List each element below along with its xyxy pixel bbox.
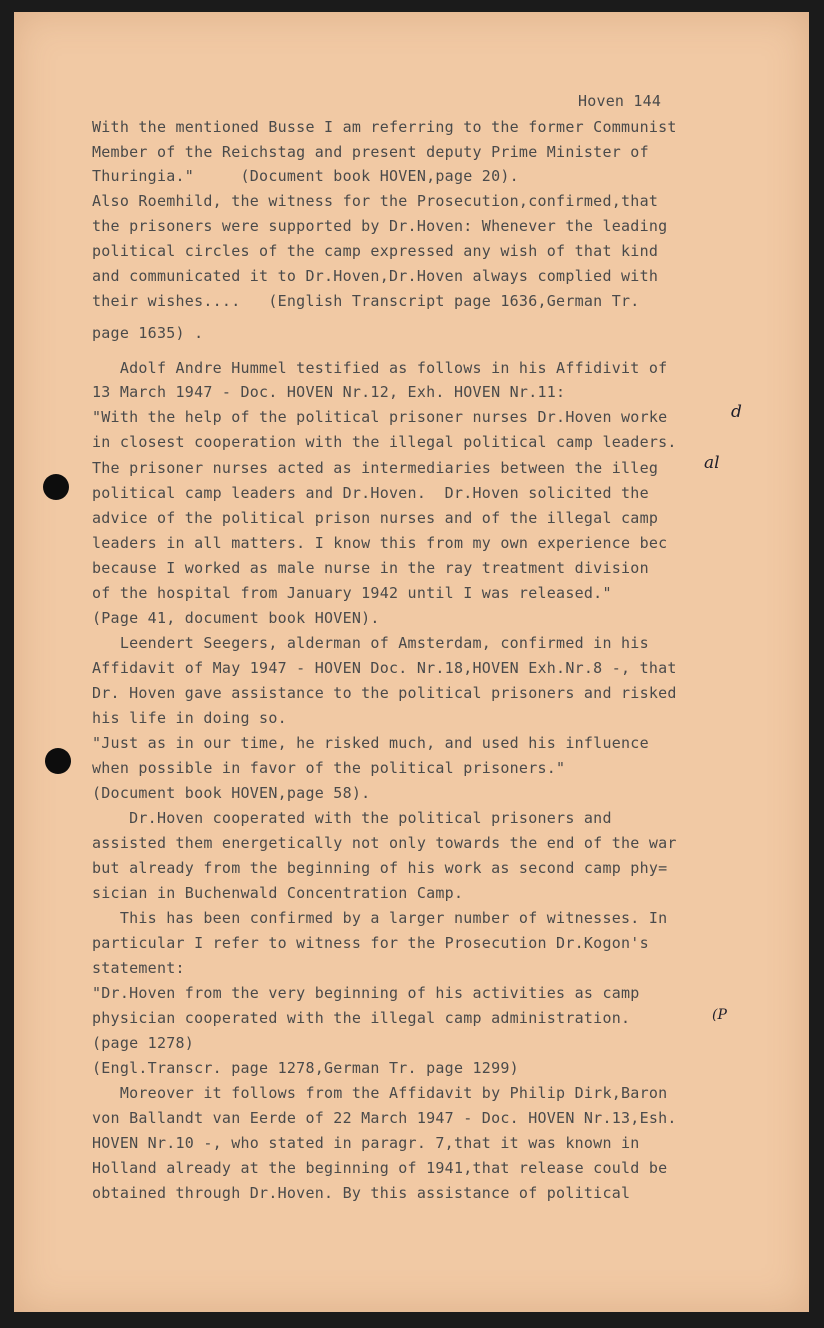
- text-line: political circles of the camp expressed any wish of that kind: [92, 242, 659, 260]
- text-line: obtained through Dr.Hoven. By this assistance of political: [92, 1184, 631, 1202]
- text-line: Dr. Hoven gave assistance to the political prisoners and risked: [92, 684, 677, 702]
- text-line: (page 1278): [92, 1034, 195, 1052]
- text-line: This has been confirmed by a larger number of witnesses. In: [92, 909, 668, 927]
- text-line: von Ballandt van Eerde of 22 March 1947 - Doc. HOVEN Nr.13,Esh.: [92, 1109, 677, 1127]
- text-line: assisted them energetically not only towards the end of the war: [92, 834, 677, 852]
- text-line: of the hospital from January 1942 until I was released.": [92, 584, 612, 602]
- text-line: Leendert Seegers, alderman of Amsterdam, confirmed in his: [92, 634, 649, 652]
- text-line: political camp leaders and Dr.Hoven. Dr.Hoven solicited the: [92, 484, 649, 502]
- text-line: Member of the Reichstag and present deputy Prime Minister of: [92, 143, 649, 161]
- text-line: because I worked as male nurse in the ray treatment division: [92, 559, 649, 577]
- text-line: their wishes.... (English Transcript page 1636,German Tr.: [92, 292, 640, 310]
- text-line: "With the help of the political prisoner nurses Dr.Hoven worke: [92, 408, 668, 426]
- text-line: but already from the beginning of his work as second camp phy=: [92, 859, 668, 877]
- text-line: 13 March 1947 - Doc. HOVEN Nr.12, Exh. HOVEN Nr.11:: [92, 383, 566, 401]
- text-line: his life in doing so.: [92, 709, 287, 727]
- page-number: Hoven 144: [578, 92, 662, 110]
- text-line: "Dr.Hoven from the very beginning of his activities as camp: [92, 984, 640, 1002]
- text-line: Adolf Andre Hummel testified as follows in his Affidivit of: [92, 359, 668, 377]
- text-line: in closest cooperation with the illegal political camp leaders.: [92, 433, 677, 451]
- text-line: Also Roemhild, the witness for the Prosecution,confirmed,that: [92, 192, 659, 210]
- text-line: page 1635) .: [92, 324, 204, 342]
- handwritten-correction-d: d: [731, 402, 742, 422]
- punch-hole-lower: [45, 748, 71, 774]
- text-line: statement:: [92, 959, 185, 977]
- text-line: sician in Buchenwald Concentration Camp.: [92, 884, 464, 902]
- text-line: Moreover it follows from the Affidavit by Philip Dirk,Baron: [92, 1084, 668, 1102]
- text-line: The prisoner nurses acted as intermediaries between the illeg: [92, 459, 659, 477]
- text-line: HOVEN Nr.10 -, who stated in paragr. 7,that it was known in: [92, 1134, 640, 1152]
- text-line: when possible in favor of the political prisoners.": [92, 759, 566, 777]
- punch-hole-upper: [43, 474, 69, 500]
- text-line: (Page 41, document book HOVEN).: [92, 609, 380, 627]
- text-line: the prisoners were supported by Dr.Hoven: Whenever the leading: [92, 217, 668, 235]
- text-line: With the mentioned Busse I am referring to the former Communist: [92, 118, 677, 136]
- text-line: physician cooperated with the illegal camp administration.: [92, 1009, 631, 1027]
- text-line: Holland already at the beginning of 1941,that release could be: [92, 1159, 668, 1177]
- text-line: and communicated it to Dr.Hoven,Dr.Hoven always complied with: [92, 267, 659, 285]
- handwritten-margin-mark: (P: [712, 1007, 727, 1023]
- text-line: Thuringia." (Document book HOVEN,page 20).: [92, 167, 519, 185]
- text-line: particular I refer to witness for the Prosecution Dr.Kogon's: [92, 934, 649, 952]
- text-line: (Engl.Transcr. page 1278,German Tr. page 1299): [92, 1059, 519, 1077]
- handwritten-correction-al: al: [704, 453, 720, 473]
- text-line: leaders in all matters. I know this from my own experience bec: [92, 534, 668, 552]
- text-line: Affidavit of May 1947 - HOVEN Doc. Nr.18,HOVEN Exh.Nr.8 -, that: [92, 659, 677, 677]
- text-line: (Document book HOVEN,page 58).: [92, 784, 371, 802]
- text-line: Dr.Hoven cooperated with the political prisoners and: [92, 809, 612, 827]
- text-line: "Just as in our time, he risked much, and used his influence: [92, 734, 649, 752]
- text-line: advice of the political prison nurses and of the illegal camp: [92, 509, 659, 527]
